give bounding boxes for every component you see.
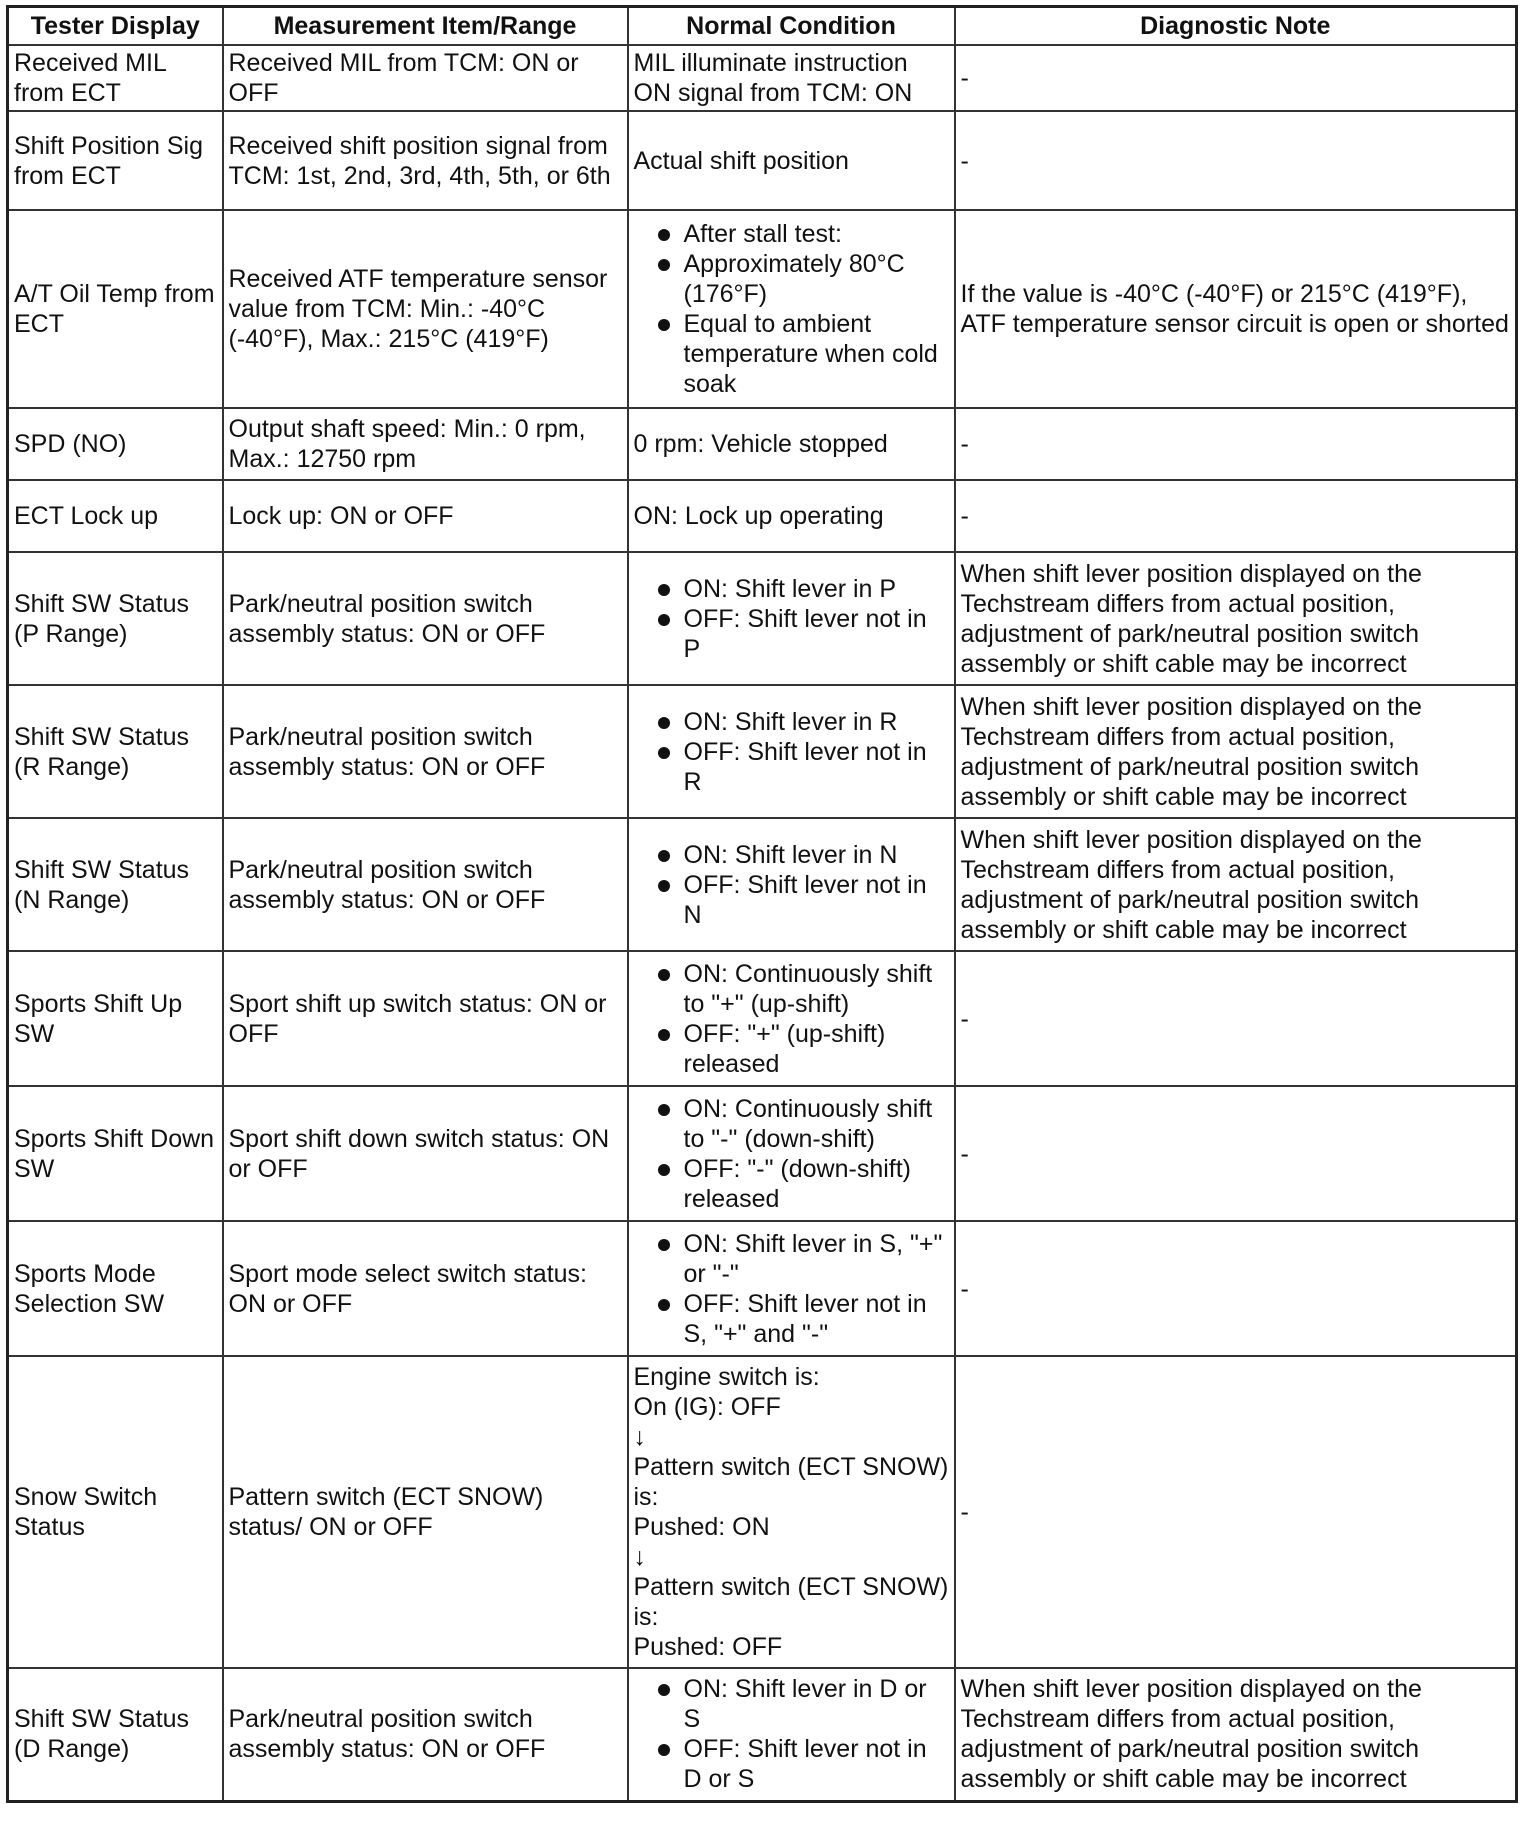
bullet-item: ON: Shift lever in D or S <box>634 1674 949 1734</box>
condition-line: Pushed: ON <box>633 1513 770 1541</box>
bullet-item: ON: Shift lever in R <box>634 707 949 737</box>
measurement-cell: Received MIL from TCM: ON or OFF <box>223 45 628 111</box>
header-row <box>8 7 1517 46</box>
diagnostic-note-cell: When shift lever position displayed on the Techstream differs from actual position, adjustment of park/neutral position switch assembly or shift cable may be incorrect <box>955 685 1517 818</box>
normal-condition-list <box>634 574 949 664</box>
normal-condition-list <box>634 1674 949 1794</box>
table-row <box>8 818 1517 951</box>
bullet-item: Equal to ambient temperature when cold soak <box>634 309 949 399</box>
normal-condition-cell <box>628 1086 955 1221</box>
diagnostic-note-cell: - <box>955 45 1517 111</box>
condition-line: Pattern switch (ECT SNOW) is: <box>633 1453 949 1511</box>
tester-display-cell: Shift SW Status (D Range) <box>8 1668 223 1801</box>
header-normal-condition: Normal Condition <box>628 7 955 46</box>
down-arrow-icon: ↓ <box>633 1423 646 1451</box>
bullet-item: ON: Continuously shift to "-" (down-shift) <box>634 1094 949 1154</box>
measurement-cell: Received ATF temperature sensor value from TCM: Min.: -40°C (-40°F), Max.: 215°C (419°F) <box>223 210 628 408</box>
diagnostic-note-cell: When shift lever position displayed on the Techstream differs from actual position, adjustment of park/neutral position switch assembly or shift cable may be incorrect <box>955 1668 1517 1801</box>
table-row <box>8 1086 1517 1221</box>
normal-condition-cell: ON: Lock up operating <box>628 480 955 552</box>
condition-line: Engine switch is: <box>633 1363 820 1391</box>
measurement-cell: Sport shift up switch status: ON or OFF <box>223 951 628 1086</box>
bullet-item: OFF: Shift lever not in R <box>634 737 949 797</box>
tester-display-cell: ECT Lock up <box>8 480 223 552</box>
diagnostic-note-cell: - <box>955 408 1517 480</box>
normal-condition-cell <box>628 210 955 408</box>
tester-display-cell: Sports Mode Selection SW <box>8 1221 223 1356</box>
header-measurement-item: Measurement Item/Range <box>223 7 628 46</box>
tester-display-cell: A/T Oil Temp from ECT <box>8 210 223 408</box>
normal-condition-cell: Actual shift position <box>628 111 955 210</box>
tester-display-cell: Sports Shift Down SW <box>8 1086 223 1221</box>
table-row <box>8 45 1517 111</box>
normal-condition-list <box>634 1094 949 1214</box>
measurement-cell: Lock up: ON or OFF <box>223 480 628 552</box>
tester-display-cell: Shift SW Status (R Range) <box>8 685 223 818</box>
page <box>6 5 1518 1803</box>
table-row <box>8 480 1517 552</box>
tester-display-cell: SPD (NO) <box>8 408 223 480</box>
bullet-item: Approximately 80°C (176°F) <box>634 249 949 309</box>
normal-condition-list <box>634 959 949 1079</box>
normal-condition-cell: MIL illuminate instruction ON signal from TCM: ON <box>628 45 955 111</box>
measurement-cell: Park/neutral position switch assembly status: ON or OFF <box>223 552 628 685</box>
measurement-cell: Park/neutral position switch assembly status: ON or OFF <box>223 1668 628 1801</box>
diagnostic-note-cell: If the value is -40°C (-40°F) or 215°C (419°F), ATF temperature sensor circuit is open or shorted <box>955 210 1517 408</box>
normal-condition-cell <box>628 1668 955 1801</box>
normal-condition-cell <box>628 951 955 1086</box>
normal-condition-cell: 0 rpm: Vehicle stopped <box>628 408 955 480</box>
table-row <box>8 552 1517 685</box>
bullet-item: OFF: Shift lever not in N <box>634 870 949 930</box>
bullet-item: OFF: Shift lever not in P <box>634 604 949 664</box>
condition-line: Pattern switch (ECT SNOW) is: <box>633 1573 949 1631</box>
diagnostic-note-cell: When shift lever position displayed on the Techstream differs from actual position, adjustment of park/neutral position switch assembly or shift cable may be incorrect <box>955 552 1517 685</box>
header-diagnostic-note: Diagnostic Note <box>955 7 1517 46</box>
tester-display-cell: Shift SW Status (P Range) <box>8 552 223 685</box>
table-row <box>8 1356 1517 1668</box>
table-row <box>8 1668 1517 1801</box>
normal-condition-cell <box>628 552 955 685</box>
normal-condition-list <box>634 707 949 797</box>
diagnostic-note-cell: - <box>955 1356 1517 1668</box>
down-arrow-icon: ↓ <box>633 1543 646 1571</box>
measurement-cell: Output shaft speed: Min.: 0 rpm, Max.: 12750 rpm <box>223 408 628 480</box>
bullet-item: OFF: "-" (down-shift) released <box>634 1154 949 1214</box>
normal-condition-list <box>634 840 949 930</box>
table-row <box>8 1221 1517 1356</box>
diagnostic-note-cell: - <box>955 951 1517 1086</box>
bullet-item: ON: Shift lever in N <box>634 840 949 870</box>
bullet-item: OFF: "+" (up-shift) released <box>634 1019 949 1079</box>
tester-display-cell: Shift Position Sig from ECT <box>8 111 223 210</box>
tester-display-cell: Received MIL from ECT <box>8 45 223 111</box>
normal-condition-list <box>634 1229 949 1349</box>
measurement-cell: Park/neutral position switch assembly status: ON or OFF <box>223 685 628 818</box>
header-tester-display: Tester Display <box>8 7 223 46</box>
normal-condition-cell <box>628 818 955 951</box>
table-row <box>8 210 1517 408</box>
bullet-item: ON: Continuously shift to "+" (up-shift) <box>634 959 949 1019</box>
diagnostic-note-cell: - <box>955 1221 1517 1356</box>
tester-display-cell: Sports Shift Up SW <box>8 951 223 1086</box>
diagnostic-note-cell: - <box>955 111 1517 210</box>
normal-condition-cell <box>628 1221 955 1356</box>
bullet-item: OFF: Shift lever not in D or S <box>634 1734 949 1794</box>
data-list-table <box>6 5 1518 1803</box>
normal-condition-cell <box>628 685 955 818</box>
diagnostic-note-cell: When shift lever position displayed on the Techstream differs from actual position, adjustment of park/neutral position switch assembly or shift cable may be incorrect <box>955 818 1517 951</box>
table-row <box>8 685 1517 818</box>
condition-line: On (IG): OFF <box>633 1393 781 1421</box>
condition-line: Pushed: OFF <box>633 1633 783 1661</box>
measurement-cell: Sport shift down switch status: ON or OFF <box>223 1086 628 1221</box>
bullet-item: OFF: Shift lever not in S, "+" and "-" <box>634 1289 949 1349</box>
measurement-cell: Sport mode select switch status: ON or OFF <box>223 1221 628 1356</box>
diagnostic-note-cell: - <box>955 1086 1517 1221</box>
normal-condition-cell <box>628 1356 955 1668</box>
measurement-cell: Park/neutral position switch assembly status: ON or OFF <box>223 818 628 951</box>
table-row <box>8 408 1517 480</box>
bullet-item: ON: Shift lever in S, "+" or "-" <box>634 1229 949 1289</box>
table-row <box>8 111 1517 210</box>
table-row <box>8 951 1517 1086</box>
measurement-cell: Received shift position signal from TCM: 1st, 2nd, 3rd, 4th, 5th, or 6th <box>223 111 628 210</box>
bullet-item: After stall test: <box>634 219 949 249</box>
normal-condition-list <box>634 219 949 399</box>
measurement-cell: Pattern switch (ECT SNOW) status/ ON or OFF <box>223 1356 628 1668</box>
tester-display-cell: Shift SW Status (N Range) <box>8 818 223 951</box>
tester-display-cell: Snow Switch Status <box>8 1356 223 1668</box>
diagnostic-note-cell: - <box>955 480 1517 552</box>
bullet-item: ON: Shift lever in P <box>634 574 949 604</box>
